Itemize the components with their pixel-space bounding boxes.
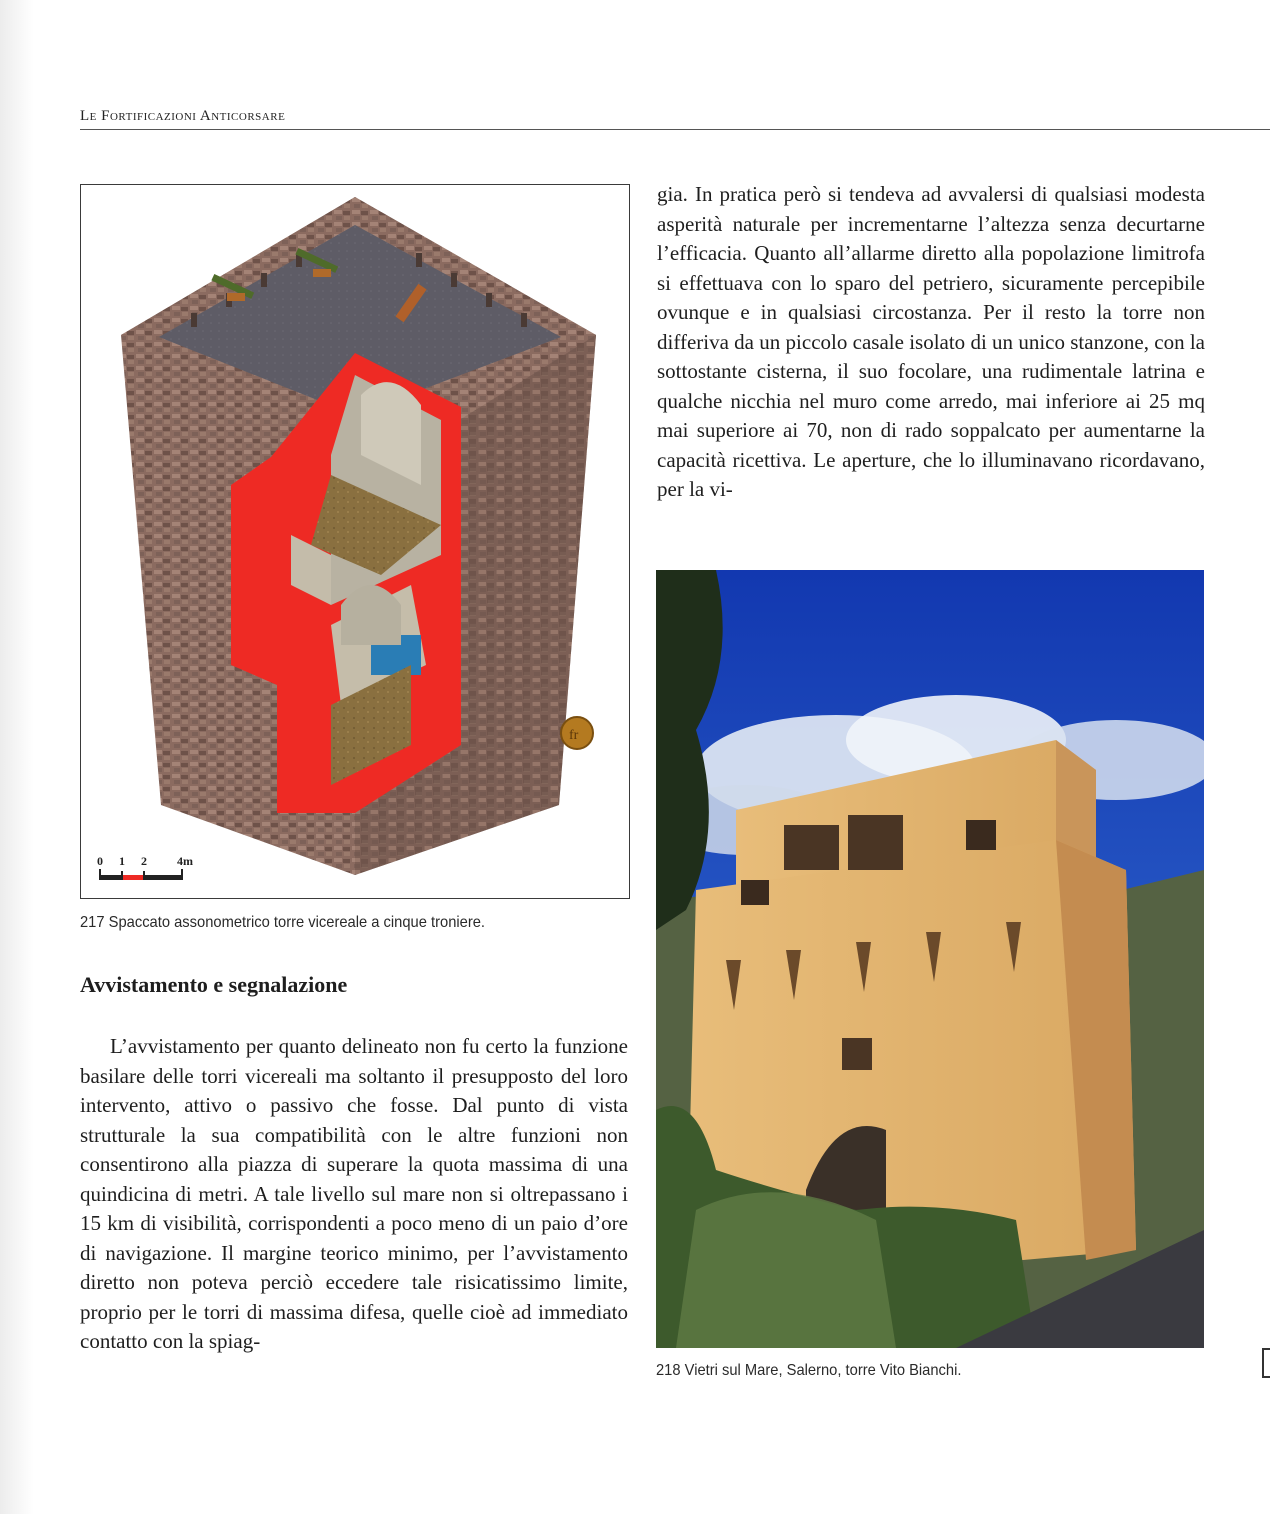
- cutaway-drawing: [81, 185, 629, 898]
- section-heading: Avvistamento e segnalazione: [80, 972, 348, 997]
- right-column-paragraph: gia. In pratica però si tendeva ad avvalersi di qualsiasi modesta asperità naturale per incrementarne l’altezza senza decurtarne l’efficacia. Quanto all’allarme diretto alla popolazione limitrofa si effettuava con lo sparo del petriero, sicuramente percepibile ovunque e in qualsiasi circostanza. Per il resto la torre non differiva da un piccolo casale isolato di un unico stanzone, con la sottostante cisterna, il suo focolare, una rudimentale latrina e qualche nicchia nel muro come arredo, mai inferiore ai 25 mq mai superiore ai 70, non di rado soppalcato per aumentarne la capacità ricettiva. Le aperture, che lo illuminavano ricordavano, per la vi-: [657, 182, 1205, 501]
- scale-tick-4m: 4m: [177, 854, 193, 868]
- tower-photo: [656, 570, 1204, 1348]
- figure-217-cutaway: [80, 184, 630, 899]
- running-head: Le Fortificazioni Anticorsare: [80, 108, 286, 124]
- header-rule: [80, 129, 1270, 130]
- page-gutter-shade: [0, 0, 34, 1514]
- figure-218-caption: 218 Vietri sul Mare, Salerno, torre Vito Bianchi.: [656, 1362, 962, 1379]
- left-column-paragraph: L’avvistamento per quanto delineato non fu certo la funzione basilare delle torri vicereali ma soltanto il presupposto del loro intervento, attivo o passivo che fosse. Dal punto di vista strutturale la sua compatibilità con le altre funzioni non consentirono alla piazza di superare la quota massima di una quindicina di metri. A tale livello sul mare non si oltrepassano i 15 km di visibilità, corrispondenti a poco meno di un paio d’ore di navigazione. Il margine teorico minimo, per l’avvistamento diretto non poteva perciò eccedere tale risicatissimo limite, proprio per le torri di massima difesa, quelle cioè ad immediato contatto con la spiag-: [80, 1034, 628, 1353]
- svg-text:fr: fr: [569, 728, 579, 743]
- page-edge-mark: [1262, 1348, 1270, 1378]
- scale-bar: [99, 869, 183, 880]
- figure-218-photo: [656, 570, 1204, 1348]
- scale-tick-2: 2: [141, 854, 147, 868]
- scale-tick-0: 0: [97, 854, 103, 868]
- scale-tick-1: 1: [119, 854, 125, 868]
- figure-217-caption: 217 Spaccato assonometrico torre vicereale a cinque troniere.: [80, 914, 486, 931]
